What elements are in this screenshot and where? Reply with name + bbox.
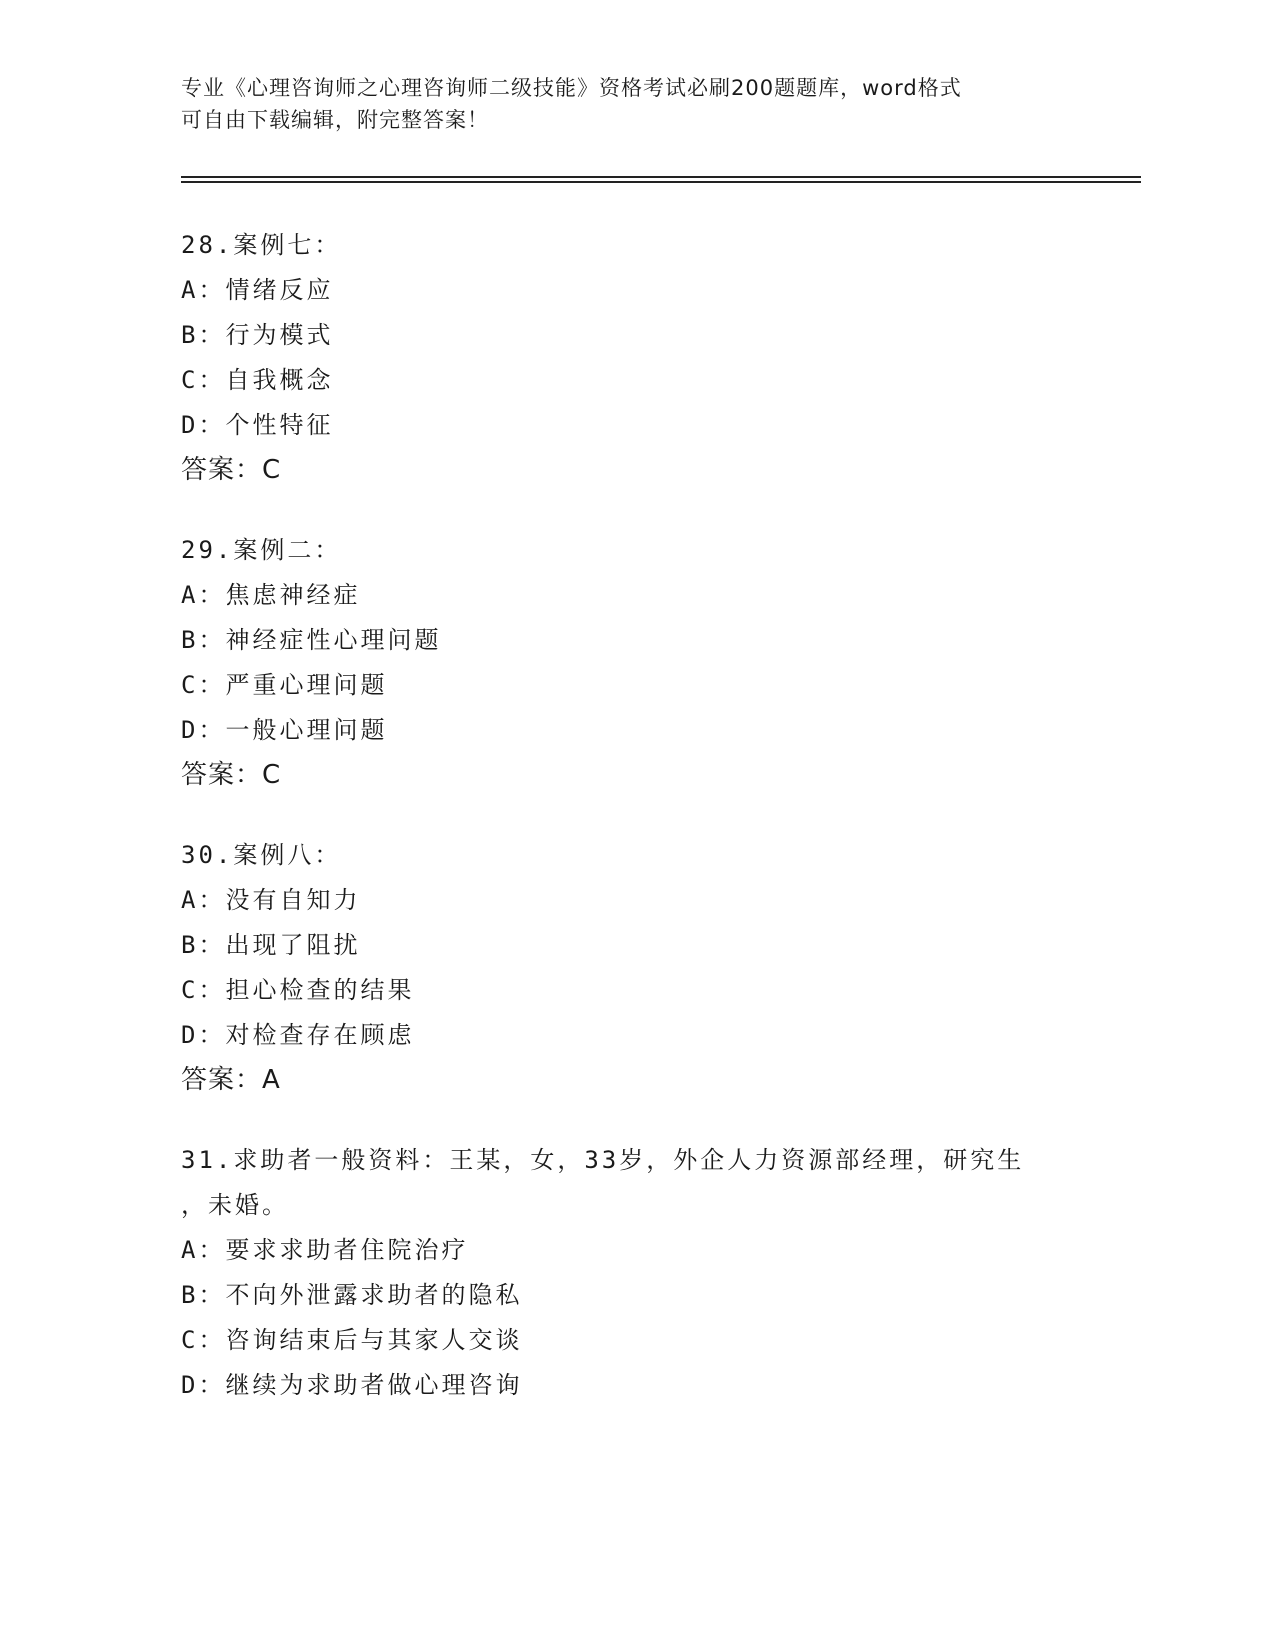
option-d: D：继续为求助者做心理咨询 [181, 1371, 523, 1399]
answer-line: 答案：C [181, 455, 282, 485]
question-block [181, 1138, 1081, 1408]
option-a: A：要求求助者住院治疗 [181, 1236, 469, 1264]
option-c: C：严重心理问题 [181, 671, 388, 699]
option-a: A：焦虑神经症 [181, 581, 361, 609]
option-d: D：一般心理问题 [181, 716, 388, 744]
header-divider-top [181, 176, 1141, 178]
option-c: C：咨询结束后与其家人交谈 [181, 1326, 523, 1354]
option-b: B：行为模式 [181, 321, 334, 349]
header-line-1: 专业《心理咨询师之心理咨询师二级技能》资格考试必刷200题题库，word格式 [181, 76, 962, 100]
question-stem-continued: ，未婚。 [181, 1191, 289, 1219]
question-block [181, 833, 1081, 1103]
option-d: D：个性特征 [181, 411, 334, 439]
answer-line: 答案：C [181, 760, 282, 790]
question-stem: 30.案例八： [181, 841, 342, 869]
header-divider-bottom [181, 181, 1141, 183]
option-c: C：自我概念 [181, 366, 334, 394]
option-a: A：情绪反应 [181, 276, 334, 304]
question-block [181, 223, 1081, 493]
header-line-2: 可自由下载编辑，附完整答案！ [181, 108, 489, 132]
question-block [181, 528, 1081, 798]
option-c: C：担心检查的结果 [181, 976, 415, 1004]
option-b: B：出现了阻扰 [181, 931, 361, 959]
document-header [181, 72, 1061, 136]
question-stem: 28.案例七： [181, 231, 342, 259]
option-a: A：没有自知力 [181, 886, 361, 914]
option-b: B：神经症性心理问题 [181, 626, 442, 654]
question-stem: 29.案例二： [181, 536, 342, 564]
option-b: B：不向外泄露求助者的隐私 [181, 1281, 523, 1309]
answer-line: 答案：A [181, 1065, 281, 1095]
question-stem: 31.求助者一般资料：王某，女，33岁，外企人力资源部经理，研究生 [181, 1146, 1025, 1174]
option-d: D：对检查存在顾虑 [181, 1021, 415, 1049]
